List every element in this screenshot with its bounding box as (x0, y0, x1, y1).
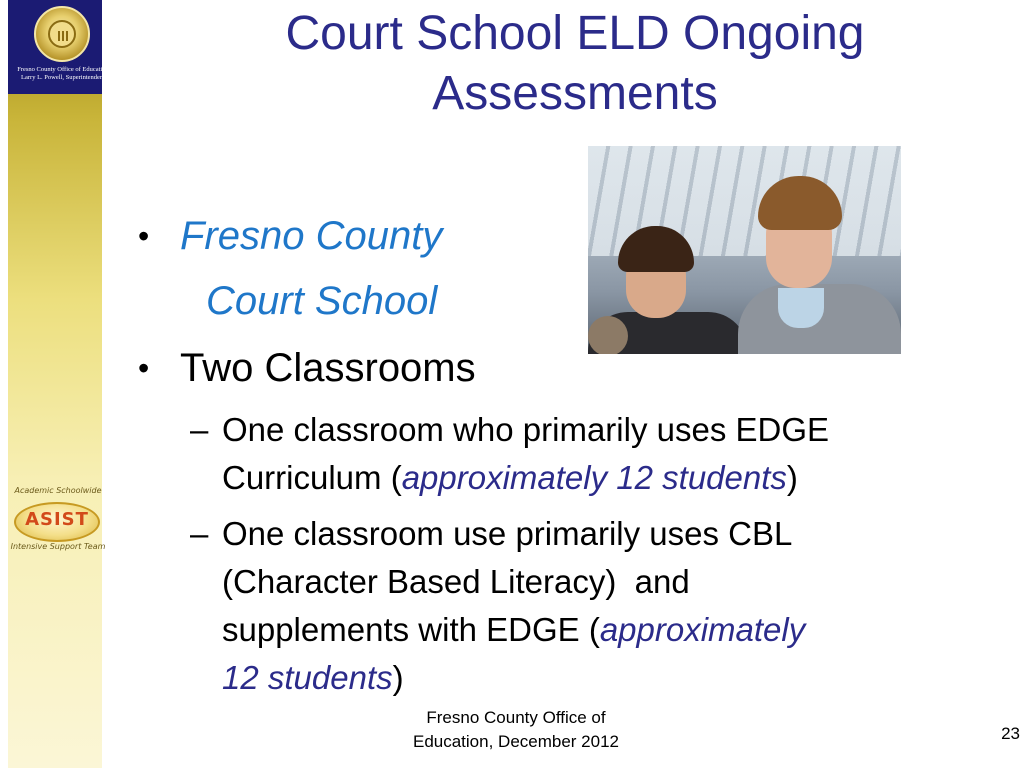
seal-inner-ring (48, 20, 76, 48)
italic-run: approximately 12 students (401, 459, 787, 496)
bullet-text-continued: Court School (206, 279, 438, 323)
asist-main-text: ASIST (25, 509, 89, 530)
title-line-2: Assessments (432, 67, 718, 120)
subbullet-text (222, 406, 982, 502)
dash-glyph: – (190, 515, 209, 552)
bullet-text: Fresno County (180, 214, 443, 258)
student-left-fur-hood (588, 316, 628, 354)
org-name (16, 66, 110, 82)
subbullet-line (222, 606, 982, 654)
footer-line-2: Education, December 2012 (412, 732, 620, 751)
slide-title (150, 4, 1000, 124)
student-right-hair (758, 176, 842, 230)
photo-student-left (588, 226, 748, 354)
student-right-collar (778, 288, 824, 328)
org-line-1: Fresno County Office of Education (17, 66, 109, 73)
seal-columns-icon (58, 31, 68, 41)
bullet-glyph: • (138, 350, 150, 386)
subbullet-line (222, 454, 982, 502)
subbullet-line: (Character Based Literacy) and (222, 563, 690, 600)
org-line-2: Larry L. Powell, Superintendent (21, 74, 105, 81)
county-seal-icon (34, 6, 90, 62)
students-photo (588, 146, 901, 354)
asist-top-text: Academic Schoolwide (14, 486, 102, 495)
text-run: ) (392, 659, 404, 696)
subbullet-line: One classroom who primarily uses EDGE (222, 411, 830, 448)
text-run: ) (786, 459, 798, 496)
asist-bottom-text: Intensive Support Team (10, 542, 106, 551)
text-run: Curriculum ( (222, 459, 402, 496)
italic-run: 12 students (222, 659, 393, 696)
italic-run: approximately (599, 611, 806, 648)
subbullet-line (222, 654, 982, 702)
student-left-hair (618, 226, 694, 272)
slide-number: 23 (1001, 724, 1020, 743)
title-line-1: Court School ELD Ongoing (285, 7, 865, 60)
bullet-text: Two Classrooms (180, 346, 476, 390)
dash-glyph: – (190, 411, 209, 448)
subbullet-text (222, 510, 982, 702)
subbullet-line: One classroom use primarily uses CBL (222, 515, 793, 552)
bullet-court-school (206, 277, 437, 325)
bullet-glyph: • (138, 218, 150, 254)
text-run: supplements with EDGE ( (222, 611, 600, 648)
branding-sidebar (8, 0, 102, 768)
sidebar-header (8, 0, 109, 94)
photo-student-right (738, 176, 901, 354)
footer-line-1: Fresno County Office of (426, 708, 606, 727)
asist-logo (4, 484, 108, 554)
slide-footer (366, 706, 666, 754)
